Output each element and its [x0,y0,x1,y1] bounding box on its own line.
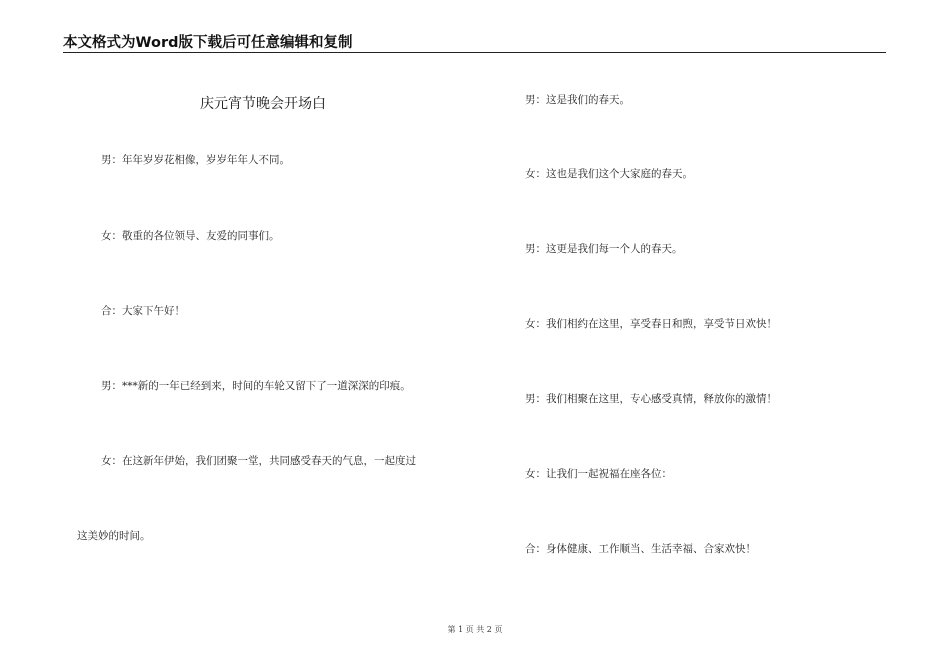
paragraph-line: 合：身体健康、工作顺当、生活幸福、合家欢快！ [525,543,756,555]
paragraph-line: 男：年年岁岁花相像，岁岁年年人不同。 [101,154,290,166]
paragraph-line: 女：我们相约在这里，享受春日和煦，享受节日欢快！ [525,318,777,330]
header-divider [63,52,886,53]
paragraph-line: 女：敬重的各位领导、友爱的同事们。 [101,230,280,242]
paragraph-line: 男：这是我们的春天。 [525,94,630,106]
paragraph-line: 这美妙的时间。 [77,530,151,542]
document-header: 本文格式为Word版下载后可任意编辑和复制 [63,35,353,51]
document-title: 庆元宵节晚会开场白 [200,96,326,112]
page-number: 第 1 页 共 2 页 [447,625,503,634]
paragraph-line: 女：这也是我们这个大家庭的春天。 [525,168,693,180]
paragraph-line: 合：大家下午好！ [101,305,185,317]
paragraph-line: 男：我们相聚在这里，专心感受真情，释放你的激情！ [525,393,777,405]
paragraph-line: 男：***新的一年已经到来，时间的车轮又留下了一道深深的印痕。 [101,380,411,392]
paragraph-line: 女：让我们一起祝福在座各位： [525,468,672,480]
paragraph-line: 女：在这新年伊始，我们团聚一堂，共同感受春天的气息，一起度过 [101,455,416,467]
paragraph-line: 男：这更是我们每一个人的春天。 [525,243,683,255]
